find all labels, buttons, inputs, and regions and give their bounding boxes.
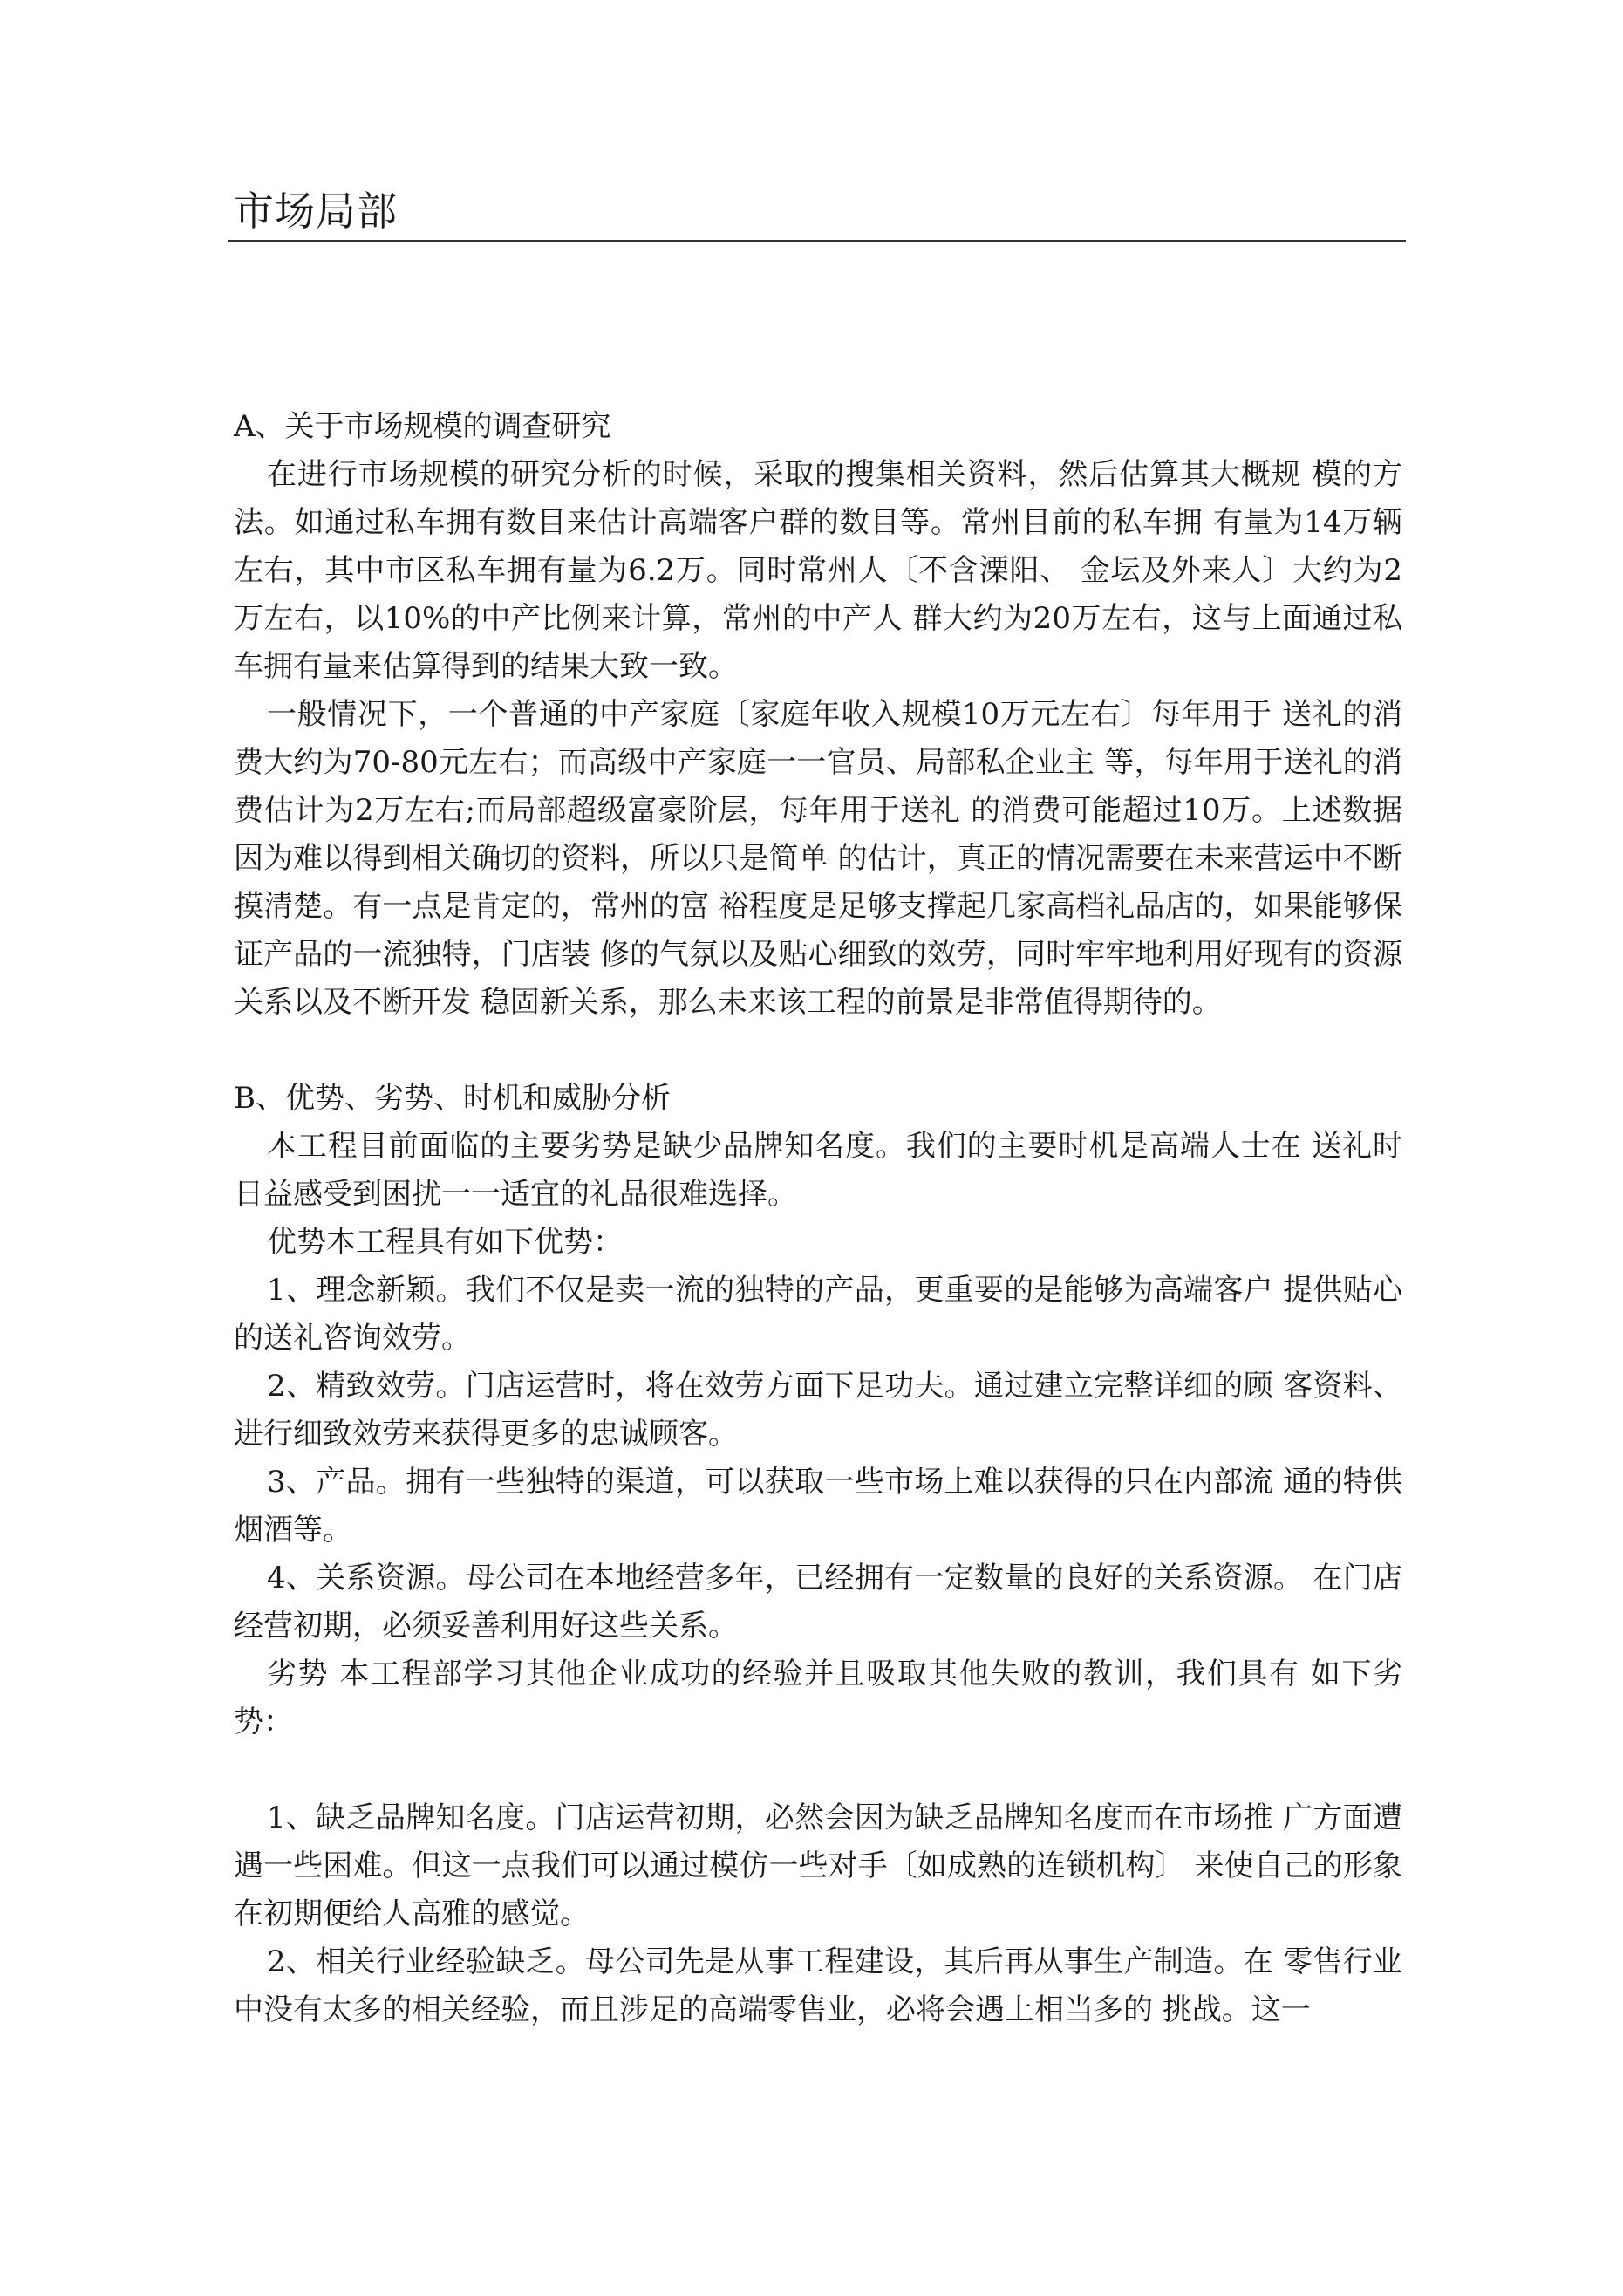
section-a-heading: A、关于市场规模的调查研究 <box>234 409 611 444</box>
section-a-paragraph-2: 一般情况下，一个普通的中产家庭〔家庭年收入规模10万元左右〕每年用于 送礼的消费大约为70-80元左右；而高级中产家庭一一官员、局部私企业主 等，每年用于送礼的消费估计为2万左右;而局部超级富豪阶层，每年用于送礼 的消费可能超过10万。上述数据因为难以得到相关确切的资料，所以只是简单 的估计，真正的情况需要在未来营运中不断摸清楚。有一点是肯定的，常州的富 裕程度是足够支撑起几家高档礼品店的，如果能够保证产品的一流独特，门店装 修的气氛以及贴心细致的效劳，同时牢牢地利用好现有的资源关系以及不断开发 稳固新关系，那么未来该工程的前景是非常值得期待的。 <box>234 697 1402 1020</box>
document-body <box>234 403 1402 2034</box>
section-b-paragraph-1: 本工程目前面临的主要劣势是缺少品牌知名度。我们的主要时机是高端人士在 送礼时日益感受到困扰一一适宜的礼品很难选择。 <box>234 1129 1402 1212</box>
strength-item-1: 1、理念新颖。我们不仅是卖一流的独特的产品，更重要的是能够为高端客户 提供贴心的送礼咨询效劳。 <box>234 1273 1402 1356</box>
section-a-paragraph-1: 在进行市场规模的研究分析的时候，采取的搜集相关资料，然后估算其大概规 模的方法。如通过私车拥有数目来估计高端客户群的数目等。常州目前的私车拥 有量为14万辆左右，其中市区私车拥有量为6.2万。同时常州人〔不含溧阳、 金坛及外来人〕大约为2万左右，以10%的中产比例来计算，常州的中产人 群大约为20万左右，这与上面通过私车拥有量来估算得到的结果大致一致。 <box>234 457 1402 684</box>
page-title: 市场局部 <box>234 188 398 235</box>
strength-item-2: 2、精致效劳。门店运营时，将在效劳方面下足功夫。通过建立完整详细的顾 客资料、进行细致效劳来获得更多的忠诚顾客。 <box>234 1369 1402 1452</box>
strength-item-4: 4、关系资源。母公司在本地经营多年，已经拥有一定数量的良好的关系资源。 在门店经营初期，必须妥善利用好这些关系。 <box>234 1561 1402 1643</box>
title-divider <box>228 240 1406 242</box>
section-b-heading: B、优势、劣势、时机和威胁分析 <box>234 1081 671 1116</box>
section-spacer <box>234 1027 1402 1075</box>
strength-item-3: 3、产品。拥有一些独特的渠道，可以获取一些市场上难以获得的只在内部流 通的特供烟酒等。 <box>234 1465 1402 1548</box>
strengths-intro: 优势本工程具有如下优势： <box>267 1225 623 1260</box>
weaknesses-intro: 劣势 本工程部学习其他企业成功的经验并且吸取其他失败的教训，我们具有 如下劣势： <box>234 1657 1402 1739</box>
paragraph-spacer <box>234 1746 1402 1794</box>
weakness-item-2: 2、相关行业经验缺乏。母公司先是从事工程建设，其后再从事生产制造。在 零售行业中没有太多的相关经验，而且涉足的高端零售业，必将会遇上相当多的 挑战。这一 <box>234 1944 1402 2027</box>
weakness-item-1: 1、缺乏品牌知名度。门店运营初期，必然会因为缺乏品牌知名度而在市场推 广方面遭遇一些困难。但这一点我们可以通过模仿一些对手〔如成熟的连锁机构〕 来使自己的形象在初期便给人高雅的感觉。 <box>234 1801 1402 1931</box>
